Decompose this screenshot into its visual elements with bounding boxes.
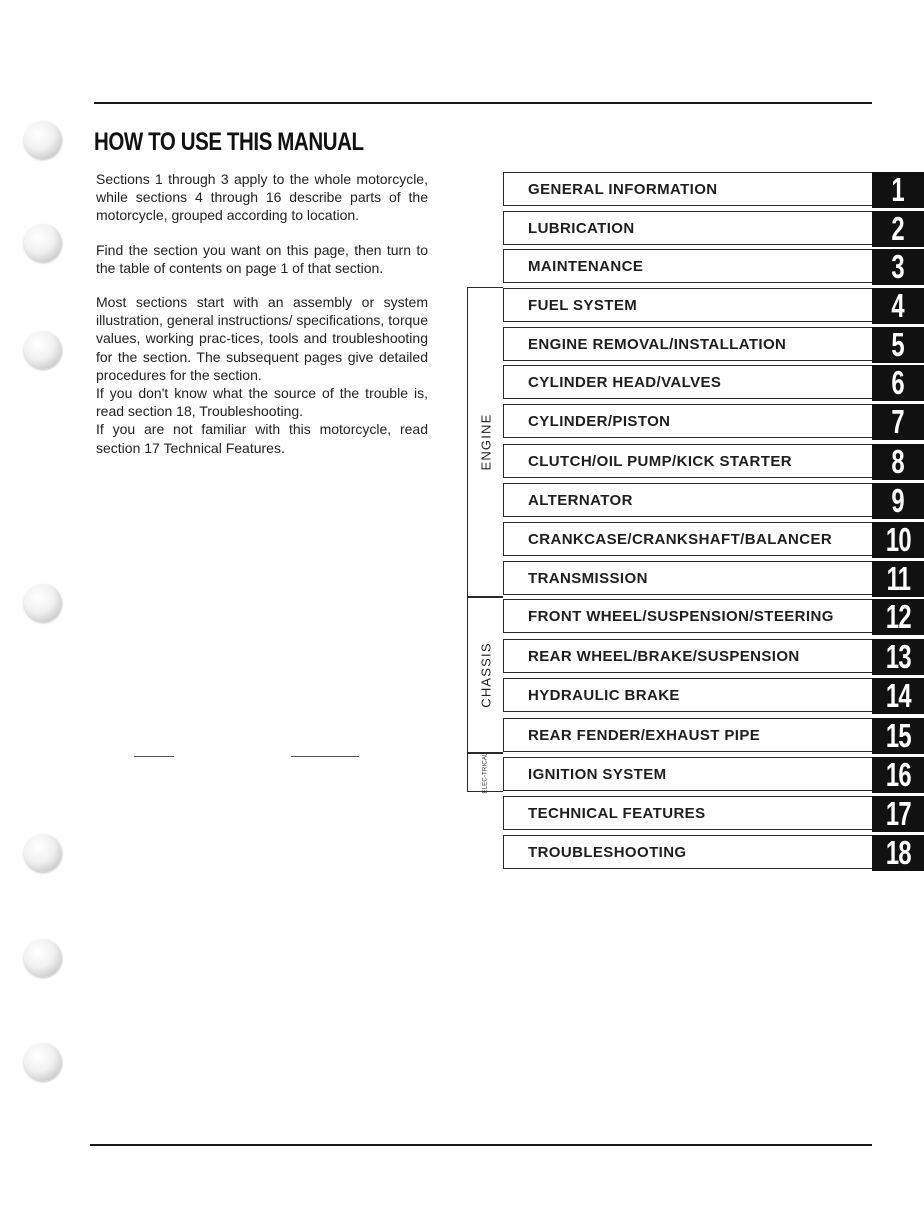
section-tab[interactable] [872,365,924,401]
section-tab[interactable] [872,718,924,754]
section-number: 18 [885,834,911,871]
section-tab[interactable] [872,561,924,597]
binder-hole [24,224,62,262]
section-number: 12 [885,598,911,635]
section-row[interactable] [503,365,924,399]
binder-hole [24,1043,62,1081]
top-rule [94,102,872,104]
section-row[interactable] [503,561,924,595]
engine-group [467,287,503,597]
section-number: 5 [891,326,905,363]
section-tab[interactable] [872,288,924,324]
decorative-dash [291,756,359,757]
section-tab[interactable] [872,327,924,363]
binder-hole [24,331,62,369]
section-row[interactable] [503,211,924,245]
binder-hole [24,939,62,977]
section-row[interactable] [503,678,924,712]
section-number: 4 [891,287,905,324]
chassis-group [467,597,503,753]
section-label: CRANKCASE/CRANKSHAFT/BALANCER [528,531,833,548]
engine-group-label: ENGINE [478,413,493,471]
section-tab[interactable] [872,444,924,480]
section-row[interactable] [503,444,924,478]
section-row[interactable] [503,404,924,438]
section-tab[interactable] [872,757,924,793]
section-tab[interactable] [872,483,924,519]
binder-hole [24,584,62,622]
section-label: FUEL SYSTEM [528,297,638,314]
section-label: CLUTCH/OIL PUMP/KICK STARTER [528,453,792,470]
section-label: TROUBLESHOOTING [528,844,687,861]
section-number: 3 [891,248,905,285]
section-label: FRONT WHEEL/SUSPENSION/STEERING [528,608,834,625]
section-label: TRANSMISSION [528,570,648,587]
intro-paragraph: Sections 1 through 3 apply to the whole motorcycle, while sections 4 through 16 describe parts of the motorcycle, grouped according to location. [96,171,428,224]
binder-hole [24,121,62,159]
section-label: REAR FENDER/EXHAUST PIPE [528,727,761,744]
section-tab[interactable] [872,796,924,832]
section-tab[interactable] [872,639,924,675]
section-row[interactable] [503,835,924,869]
section-tab[interactable] [872,172,924,208]
electrical-group [467,753,503,792]
intro-text [96,170,428,457]
section-number: 16 [885,756,911,793]
section-label: CYLINDER HEAD/VALVES [528,374,722,391]
section-tab[interactable] [872,522,924,558]
section-label: ALTERNATOR [528,492,633,509]
page-title: HOW TO USE THIS MANUAL [94,128,364,156]
binder-hole [24,834,62,872]
section-number: 14 [885,677,911,714]
decorative-dash [134,756,174,757]
section-label: CYLINDER/PISTON [528,413,671,430]
section-tab[interactable] [872,249,924,285]
section-tab[interactable] [872,835,924,871]
chassis-group-label: CHASSIS [478,642,493,708]
section-label: REAR WHEEL/BRAKE/SUSPENSION [528,648,800,665]
section-row[interactable] [503,522,924,556]
section-row[interactable] [503,599,924,633]
section-label: ENGINE REMOVAL/INSTALLATION [528,336,787,353]
section-label: TECHNICAL FEATURES [528,805,706,822]
intro-paragraph: If you are not familiar with this motorcycle, read section 17 Technical Features. [96,421,428,456]
section-label: MAINTENANCE [528,258,644,275]
section-number: 15 [885,717,911,754]
section-row[interactable] [503,718,924,752]
section-label: HYDRAULIC BRAKE [528,687,680,704]
bottom-rule [90,1144,872,1146]
section-row[interactable] [503,483,924,517]
section-number: 13 [885,638,911,675]
section-row[interactable] [503,796,924,830]
section-row[interactable] [503,757,924,791]
section-number: 2 [891,210,905,247]
section-number: 10 [885,521,911,558]
section-row[interactable] [503,172,924,206]
section-tab[interactable] [872,599,924,635]
section-number: 6 [891,364,905,401]
intro-paragraph: Find the section you want on this page, then turn to the table of contents on page 1 of that section. [96,241,428,276]
section-number: 7 [891,403,905,440]
section-label: LUBRICATION [528,220,635,237]
section-tab[interactable] [872,678,924,714]
section-number: 1 [891,171,905,208]
section-number: 17 [885,795,911,832]
section-number: 8 [891,443,905,480]
section-number: 9 [891,482,905,519]
section-tab[interactable] [872,404,924,440]
section-label: GENERAL INFORMATION [528,181,718,198]
section-row[interactable] [503,639,924,673]
section-number: 11 [886,560,910,597]
electrical-group-label: ELEC-TRICAL [482,751,488,794]
section-row[interactable] [503,249,924,283]
section-label: IGNITION SYSTEM [528,766,667,783]
section-tab[interactable] [872,211,924,247]
section-row[interactable] [503,288,924,322]
intro-paragraph: Most sections start with an assembly or system illustration, general instructions/ specifications, torque values, working prac-tices, tools and troubleshooting for the section. The subsequent pages give detailed procedures for the section. [96,294,428,383]
section-row[interactable] [503,327,924,361]
intro-paragraph: If you don't know what the source of the trouble is, read section 18, Troubleshooting. [96,385,428,420]
